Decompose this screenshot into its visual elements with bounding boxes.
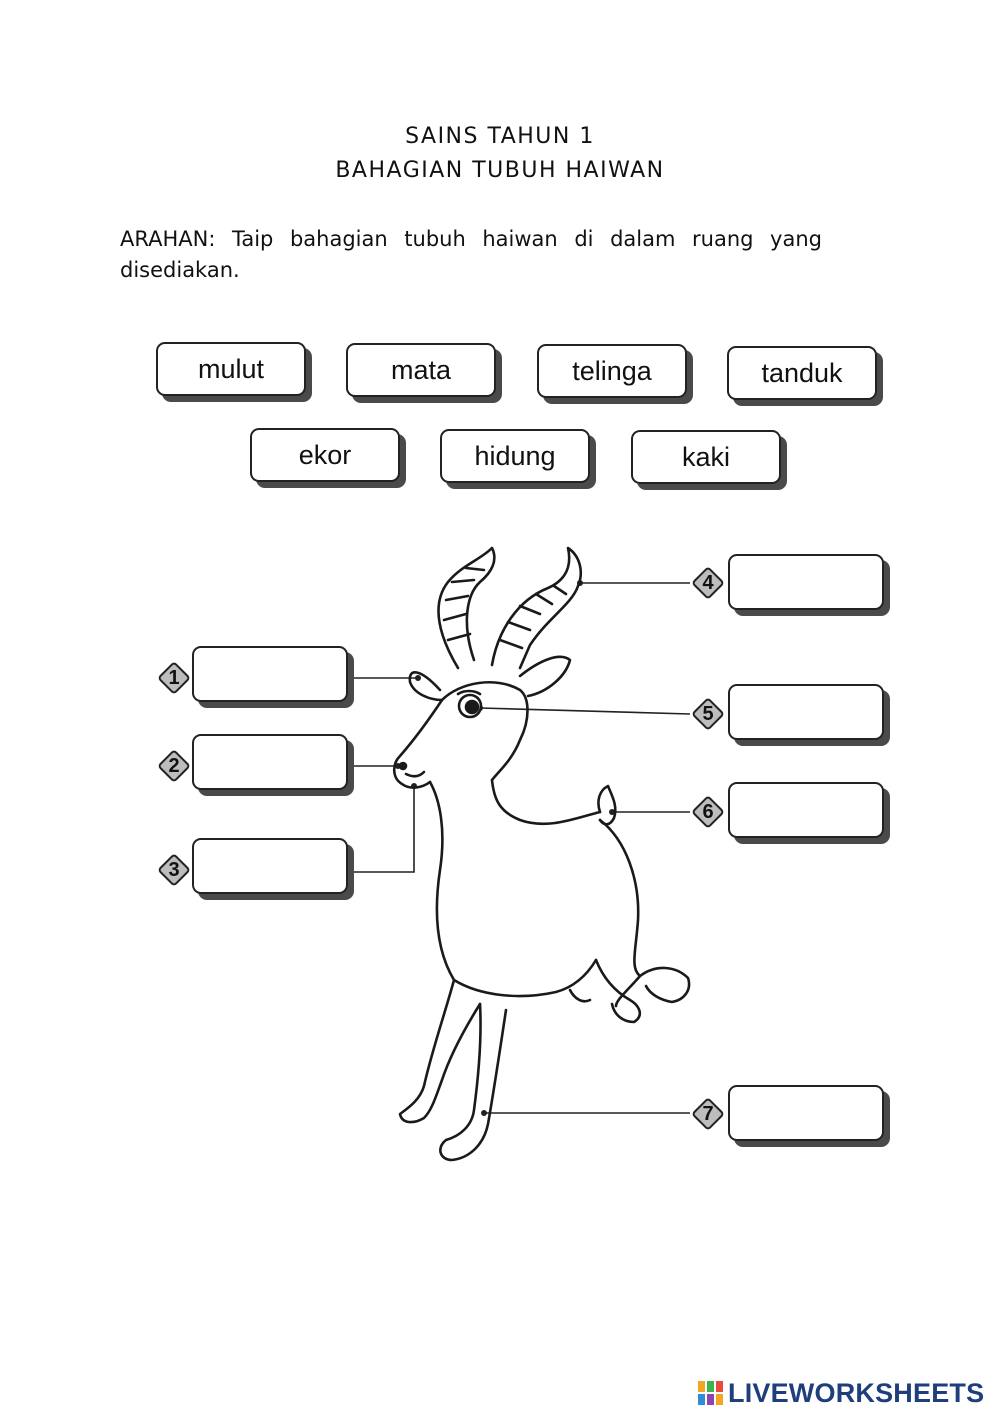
badge-number: 1: [168, 667, 180, 689]
word-bank-item: telinga: [537, 344, 687, 398]
badge-number: 6: [702, 801, 714, 823]
badge-number: 7: [702, 1103, 714, 1125]
answer-input-2[interactable]: [202, 744, 338, 780]
word-bank-item: mata: [346, 343, 496, 397]
word-bank-item: tanduk: [727, 346, 877, 400]
answer-input-5[interactable]: [738, 694, 874, 730]
badge-number: 3: [168, 859, 180, 881]
answer-box-5: [728, 684, 884, 740]
answer-input-1[interactable]: [202, 656, 338, 692]
answer-box-7: [728, 1085, 884, 1141]
answer-box-3: [192, 838, 348, 894]
instruction-text: ARAHAN: Taip bahagian tubuh haiwan di dalam ruang yang disediakan.: [120, 227, 822, 282]
number-badge-5: [690, 696, 726, 732]
liveworksheets-logo: [698, 1378, 984, 1408]
answer-input-4[interactable]: [738, 564, 874, 600]
word-bank-item: ekor: [250, 428, 400, 482]
number-badge-2: [156, 748, 192, 784]
answer-box-4: [728, 554, 884, 610]
badge-number: 2: [168, 755, 180, 777]
number-badge-1: [156, 660, 192, 696]
word-bank-item: mulut: [156, 342, 306, 396]
word-bank-item: hidung: [440, 429, 590, 483]
worksheet-subtitle: BAHAGIAN TUBUH HAIWAN: [335, 158, 665, 183]
number-badge-6: [690, 794, 726, 830]
badge-number: 5: [702, 703, 714, 725]
answer-input-6[interactable]: [738, 792, 874, 828]
answer-box-1: [192, 646, 348, 702]
number-badge-3: [156, 852, 192, 888]
answer-box-2: [192, 734, 348, 790]
answer-input-7[interactable]: [738, 1095, 874, 1131]
worksheet-title: SAINS TAHUN 1: [405, 124, 595, 149]
number-badge-4: [690, 565, 726, 601]
liveworksheets-logo-icon: [698, 1381, 724, 1405]
answer-input-3[interactable]: [202, 848, 338, 884]
word-bank-item: kaki: [631, 430, 781, 484]
brand-name: LIVEWORKSHEETS: [728, 1377, 985, 1408]
answer-box-6: [728, 782, 884, 838]
number-badge-7: [690, 1096, 726, 1132]
badge-number: 4: [702, 572, 714, 594]
